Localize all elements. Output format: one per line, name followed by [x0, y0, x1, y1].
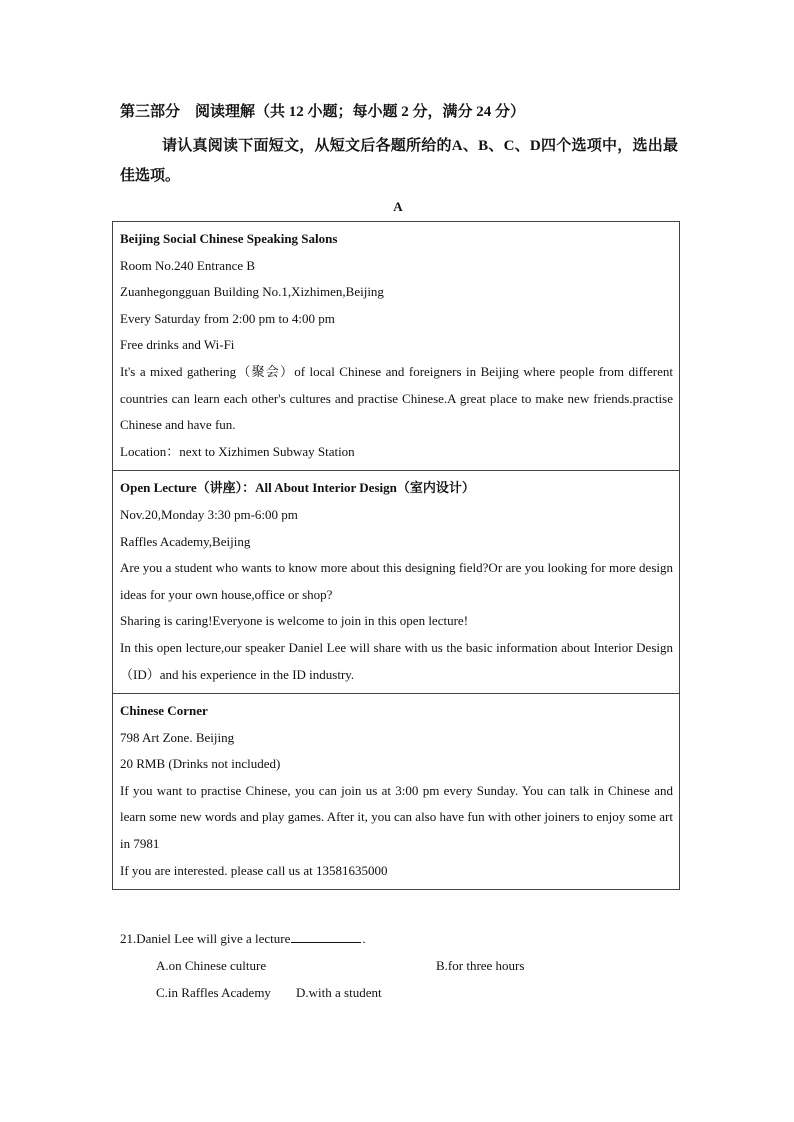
- option-a[interactable]: A.on Chinese culture: [156, 958, 267, 973]
- ad-description: In this open lecture,our speaker Daniel Lee will share with us the basic information about Interior Design（ID）and his experience in the ID industry.: [120, 639, 673, 682]
- ad-location: Location：next to Xizhimen Subway Station: [120, 443, 355, 459]
- ad-title: Chinese Corner: [120, 703, 208, 719]
- section-title: 第三部分 阅读理解（共 12 小题；每小题 2 分，满分 24 分）: [120, 104, 526, 120]
- ad-open-lecture: [113, 470, 679, 693]
- ad-description: It's a mixed gathering（聚会）of local Chinese and foreigners in Beijing where people from different countries can learn each other's cultures and practise Chinese.A great place to make new friends.practise Chinese and have fun.: [120, 363, 673, 433]
- question-stem-end: .: [362, 931, 366, 946]
- answer-blank: [291, 928, 361, 943]
- ad-contact: If you are interested. please call us at 13581635000: [120, 862, 388, 878]
- advertisement-table: [112, 221, 680, 890]
- ad-venue: Raffles Academy,Beijing: [120, 533, 251, 549]
- option-d[interactable]: D.with a student: [296, 985, 382, 1000]
- ad-welcome: Sharing is caring!Everyone is welcome to join in this open lecture!: [120, 613, 469, 629]
- instructions: 请认真阅读下面短文，从短文后各题所给的A、B、C、D四个选项中，选出最佳选项。: [120, 138, 678, 184]
- ad-room: Room No.240 Entrance B: [120, 257, 256, 273]
- ad-date: Nov.20,Monday 3:30 pm-6:00 pm: [120, 506, 298, 522]
- ad-speaking-salons: [113, 222, 679, 470]
- ad-chinese-corner: [113, 693, 679, 889]
- option-b[interactable]: B.for three hours: [436, 958, 525, 973]
- ad-title: Open Lecture（讲座）：All About Interior Design（室内设计）: [120, 480, 475, 496]
- ad-venue: 798 Art Zone. Beijing: [120, 729, 235, 745]
- ad-time: Every Saturday from 2:00 pm to 4:00 pm: [120, 310, 335, 326]
- passage-letter: A: [393, 199, 403, 214]
- ad-extras: Free drinks and Wi-Fi: [120, 337, 235, 353]
- question-stem: 21.Daniel Lee will give a lecture: [120, 931, 291, 946]
- question-21: [120, 927, 366, 951]
- ad-description: If you want to practise Chinese, you can join us at 3:00 pm every Sunday. You can talk in Chinese and learn some new words and play games. After it, you can also have fun with other joiners to enjoy some art in 7981: [120, 782, 673, 852]
- ad-title: Beijing Social Chinese Speaking Salons: [120, 231, 338, 246]
- ad-building: Zuanhegongguan Building No.1,Xizhimen,Beijing: [120, 284, 384, 300]
- ad-question: Are you a student who wants to know more about this designing field?Or are you looking for more design ideas for your own house,office or shop?: [120, 560, 673, 602]
- option-c[interactable]: C.in Raffles Academy: [156, 985, 271, 1000]
- ad-price: 20 RMB (Drinks not included): [120, 756, 281, 772]
